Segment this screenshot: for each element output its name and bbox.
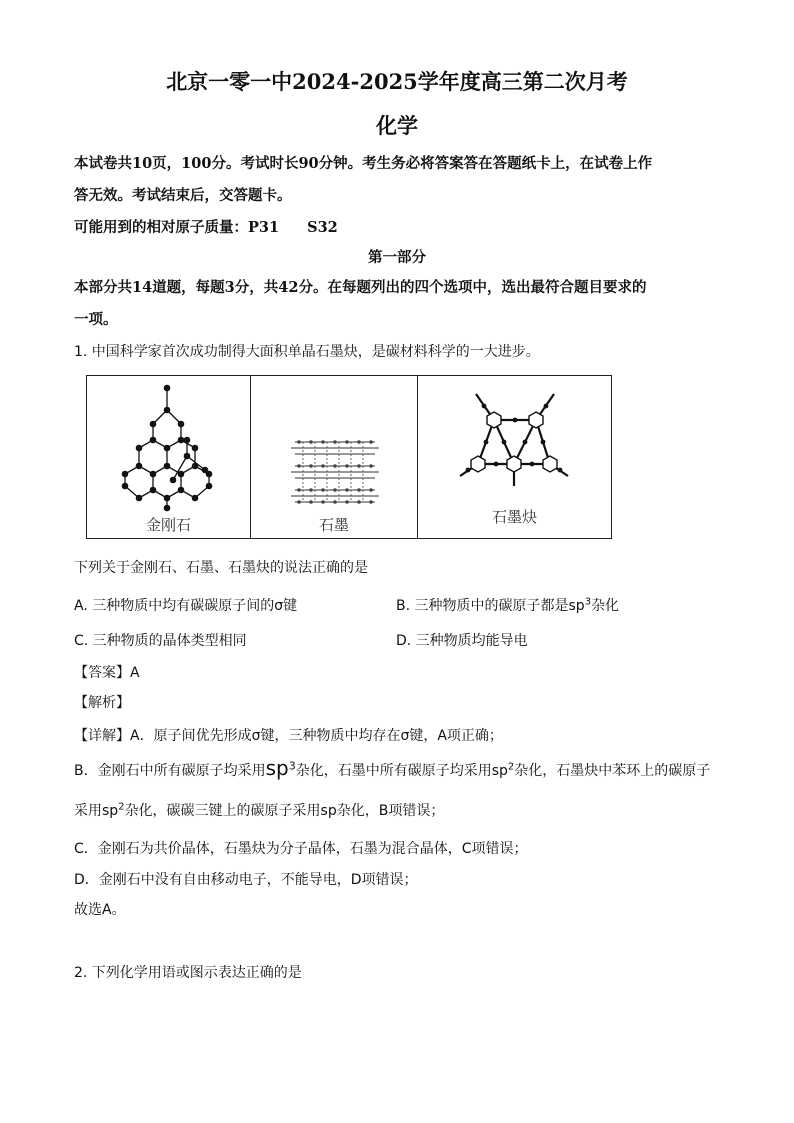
q1-option-b	[396, 595, 619, 615]
detail-d: D．金刚石中没有自由移动电子，不能导电，D项错误；	[74, 872, 418, 888]
q2-stem: 2. 下列化学用语或图示表达正确的是	[74, 965, 302, 981]
instructions-line-2: 答无效。考试结束后，交答题卡。	[74, 187, 292, 204]
section-title: 第一部分	[368, 249, 426, 266]
q1-question: 下列关于金刚石、石墨、石墨炔的说法正确的是	[74, 560, 368, 576]
figure-caption-diamond: 金刚石	[145, 516, 191, 534]
q1-answer	[74, 662, 140, 682]
detail-b2-post: 杂化，碳碳三键上的碳原子采用sp杂化，B项错误；	[124, 803, 445, 819]
answer-label: 【答案】	[74, 665, 130, 681]
instructions-line-1: 本试卷共10页，100分。考试时长90分钟。考生务必将答案答在答题纸卡上，在试卷上作	[74, 155, 653, 172]
atomic-mass-label: 可能用到的相对原子质量：	[74, 219, 248, 236]
analysis-label: 【解析】	[74, 695, 130, 711]
detail-b1-pre: B．金刚石中所有碳原子均采用	[74, 763, 266, 779]
detail-a-text: A．原子间优先形成σ键，三种物质中均存在σ键，A项正确；	[130, 728, 503, 744]
figure-diamond	[87, 376, 251, 538]
q1-option-b-sup: 3	[584, 596, 592, 608]
section-desc-line-1: 本部分共14道题，每题3分，共42分。在每题列出的四个选项中，选出最符合题目要求的	[74, 279, 647, 296]
detail-c: C．金刚石为共价晶体，石墨炔为分子晶体，石墨为混合晶体，C项错误；	[74, 841, 528, 857]
q1-option-a: A. 三种物质中均有碳碳原子间的σ键	[74, 598, 298, 614]
atomic-mass-p: P31	[248, 219, 280, 236]
detail-b2-pre: 采用sp	[74, 803, 119, 819]
answer-value: A	[130, 665, 140, 681]
figure-graphite	[251, 376, 418, 538]
exam-title: 北京一零一中2024-2025学年度高三第二次月考	[166, 69, 628, 94]
atomic-mass-line	[74, 216, 338, 237]
q1-option-c: C. 三种物质的晶体类型相同	[74, 633, 247, 649]
detail-b1-post: 杂化，石墨炔中苯环上的碳原子	[514, 763, 711, 779]
figure-caption-graphite: 石墨	[318, 516, 349, 534]
figure-caption-graphdiyne: 石墨炔	[491, 508, 537, 526]
atomic-mass-s: S32	[307, 219, 338, 236]
detail-a	[74, 725, 503, 745]
detail-b1-sup2: 2	[507, 761, 515, 773]
detail-b1-sup: 3	[288, 759, 296, 773]
q1-figure-table	[86, 375, 612, 539]
detail-label: 【详解】	[74, 728, 130, 744]
detail-b1-sp: sp	[265, 756, 289, 780]
q1-option-b-text: B. 三种物质中的碳原子都是sp	[396, 598, 585, 614]
conclusion: 故选A。	[74, 902, 126, 918]
detail-b1-mid: 杂化，石墨中所有碳原子均采用sp	[295, 763, 508, 779]
detail-b-line-2	[74, 800, 444, 820]
q1-option-b-post: 杂化	[591, 598, 620, 614]
q1-option-d: D. 三种物质均能导电	[396, 633, 528, 649]
q1-stem: 1. 中国科学家首次成功制得大面积单晶石墨炔，是碳材料科学的一大进步。	[74, 344, 540, 360]
detail-b-line-1	[74, 756, 710, 780]
figure-graphdiyne	[418, 376, 611, 538]
subject-title: 化学	[376, 113, 418, 138]
section-desc-line-2: 一项。	[74, 311, 118, 328]
detail-b2-sup: 2	[118, 801, 125, 813]
